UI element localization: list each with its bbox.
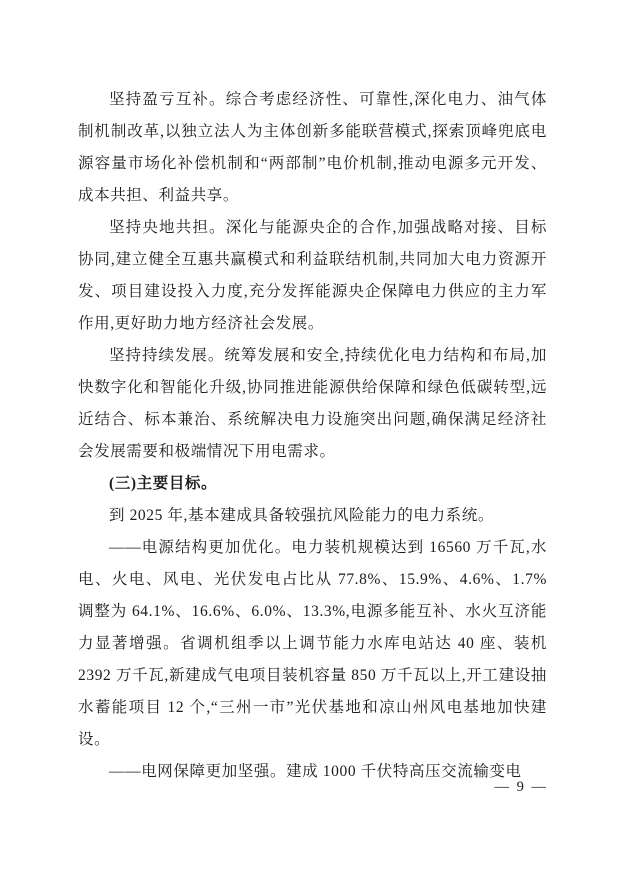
paragraph-text: 综合考虑经济性、可靠性,深化电力、油气体制机制改革,以独立法人为主体创新多能联营模式,探索顶峰兜底电源容量市场化补偿机制和“两部制”电价机制,推动电源多元开发、成本共担、利益共享。: [78, 91, 547, 204]
paragraph-principle-central-local: [78, 212, 547, 340]
page-number: — 9 —: [494, 779, 548, 795]
paragraph-principle-sustainable: [78, 340, 547, 468]
paragraph-lead: ——电网保障更加坚强。: [109, 763, 287, 780]
paragraph-text: 电力装机规模达到 16560 万千瓦,水电、火电、风电、光伏发电占比从 77.8%、15.9%、4.6%、1.7% 调整为 64.1%、16.6%、6.0%、13.3%,电源多能互补、水火互济能力显著增强。省调机组季以上调节能力水库电站达 40 座、装机 2392 万千瓦,新建成气电项目装机容量 850 万千瓦以上,开工建设抽水蓄能项目 12 个,“三州一市”光伏基地和凉山州风电基地加快建设。: [78, 539, 547, 748]
paragraph-text: 到 2025 年,基本建成具备较强抗风险能力的电力系统。: [109, 507, 494, 524]
section-heading-label: (三)主要目标。: [109, 475, 218, 492]
paragraph-text: 统筹发展和安全,持续优化电力结构和布局,加快数字化和智能化升级,协同推进能源供给保障和绿色低碳转型,远近结合、标本兼治、系统解决电力设施突出问题,确保满足经济社会发展需要和极端情况下用电需求。: [78, 347, 548, 460]
paragraph-lead: ——电源结构更加优化。: [109, 539, 292, 556]
paragraph-text: 深化与能源央企的合作,加强战略对接、目标协同,建立健全互惠共赢模式和利益联结机制,共同加大电力资源开发、项目建设投入力度,充分发挥能源央企保障电力供应的主力军作用,更好助力地方经济社会发展。: [78, 219, 547, 332]
paragraph-text: 建成 1000 千伏特高压交流输变电: [286, 763, 522, 780]
document-body: [78, 84, 547, 788]
paragraph-goal-power-structure: [78, 532, 547, 756]
paragraph-lead: 坚持持续发展。: [109, 347, 225, 364]
paragraph-goal-grid-security: [78, 756, 547, 788]
paragraph-lead: 坚持央地共担。: [109, 219, 226, 236]
paragraph-principle-profit-loss: [78, 84, 547, 212]
paragraph-2025-goal: [78, 500, 547, 532]
section-heading-main-goals: [78, 468, 547, 500]
paragraph-lead: 坚持盈亏互补。: [109, 91, 226, 108]
